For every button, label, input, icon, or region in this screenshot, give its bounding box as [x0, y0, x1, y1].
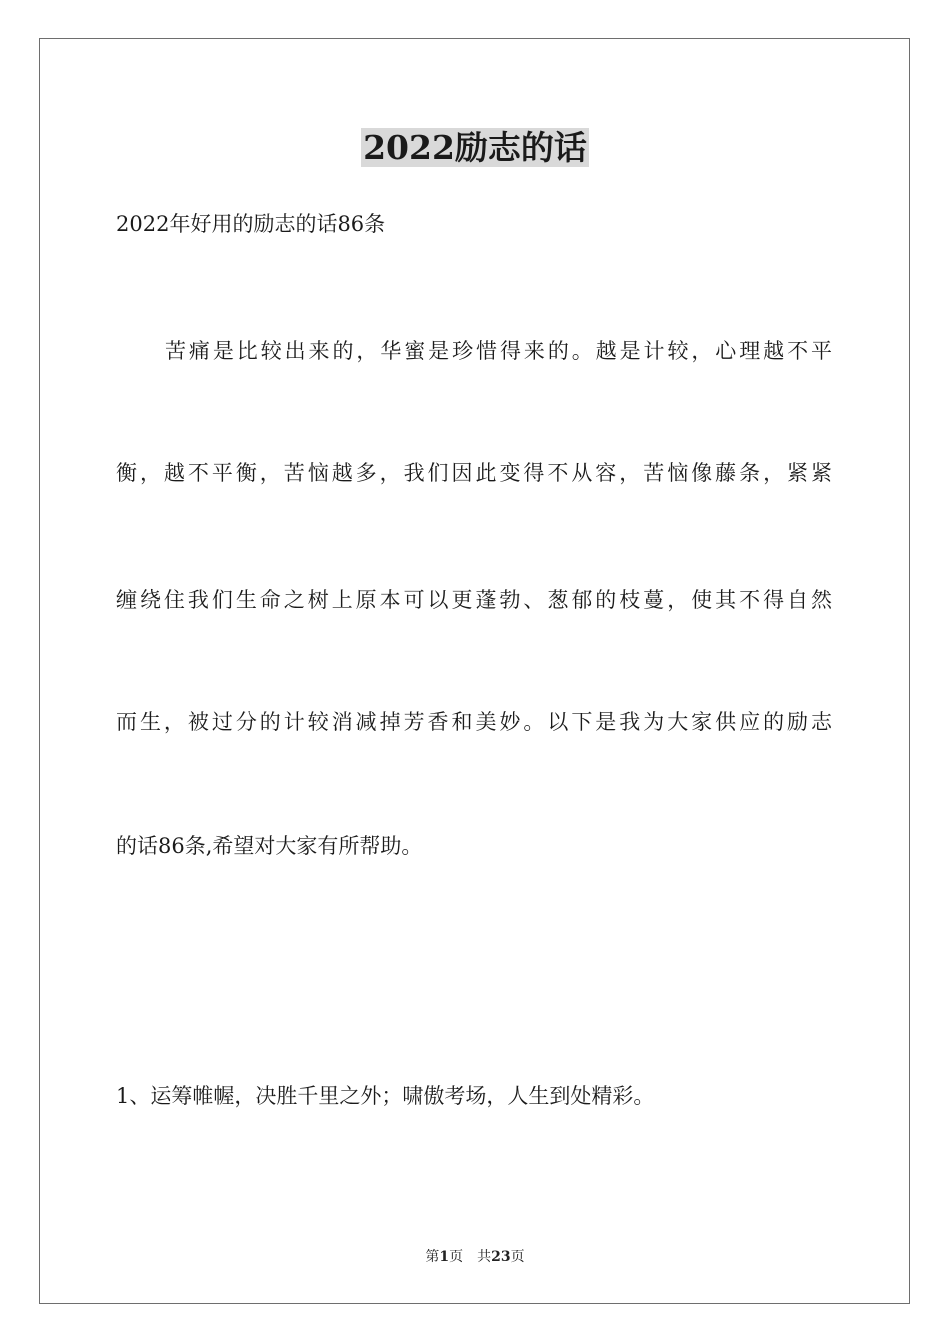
intro-paragraph-line: 的话86条,希望对大家有所帮助。	[116, 834, 423, 858]
document-title	[0, 126, 950, 170]
footer-page-suffix: 页	[510, 1249, 525, 1265]
intro-paragraph-line: 缠绕住我们生命之树上原本可以更蓬勃、葱郁的枝蔓，使其不得自然	[116, 588, 832, 612]
footer-page-mid: 页 共	[449, 1249, 492, 1265]
intro-paragraph-line: 衡，越不平衡，苦恼越多，我们因此变得不从容，苦恼像藤条，紧紧	[116, 461, 832, 485]
document-title-text: 2022励志的话	[363, 128, 587, 167]
intro-paragraph-line: 而生，被过分的计较消减掉芳香和美妙。以下是我为大家供应的励志	[116, 710, 832, 734]
footer-current-page: 1	[439, 1249, 450, 1265]
footer-total-pages: 23	[491, 1249, 511, 1265]
quote-item: 1、运筹帷幄，决胜千里之外；啸傲考场，人生到处精彩。	[116, 1084, 655, 1108]
document-subtitle: 2022年好用的励志的话86条	[116, 212, 386, 236]
footer-page-prefix: 第	[425, 1249, 440, 1265]
intro-paragraph-line: 苦痛是比较出来的，华蜜是珍惜得来的。越是计较，心理越不平	[165, 339, 832, 363]
page-footer	[0, 1247, 950, 1267]
